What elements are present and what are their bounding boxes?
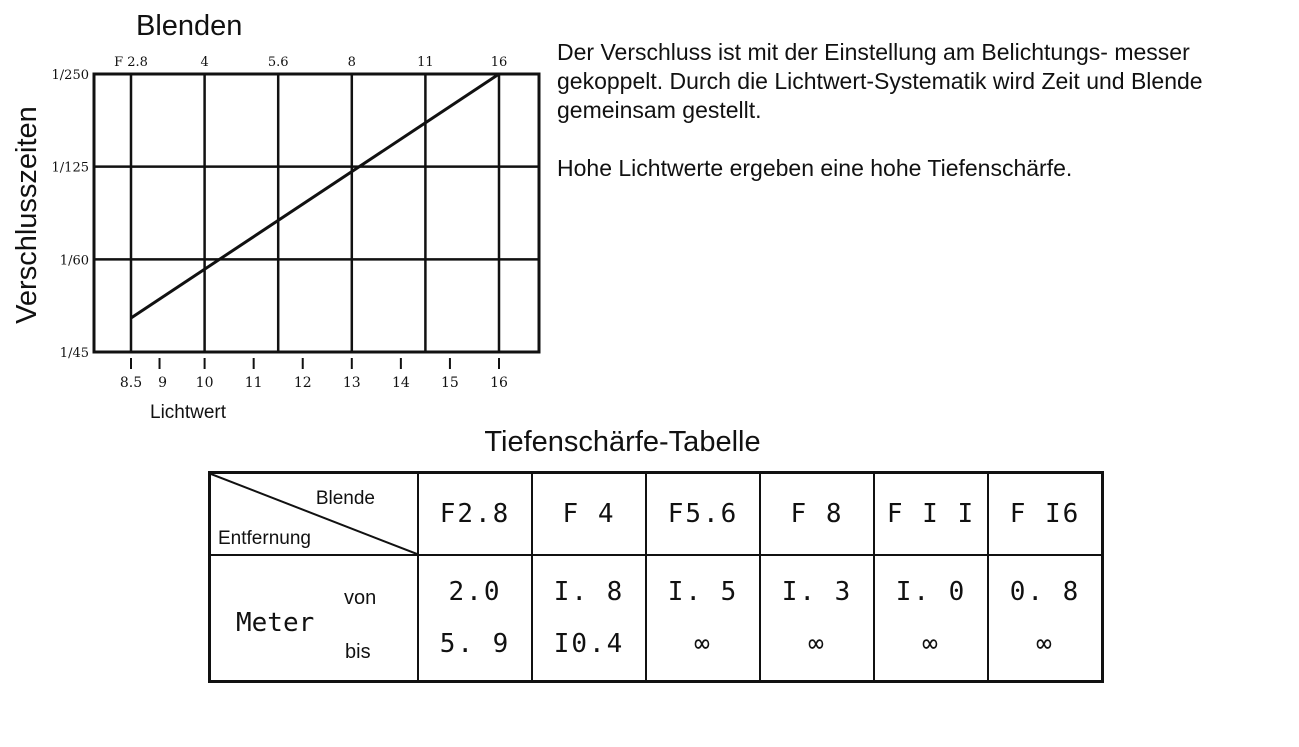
- col-header-f4: F 4: [532, 473, 646, 556]
- top-tick-label: 4: [200, 55, 209, 70]
- row-label-meter: Meter: [236, 608, 315, 638]
- top-tick-label: 5.6: [267, 55, 289, 70]
- col-header-f11: F I I: [874, 473, 988, 556]
- chart-title: Blenden: [136, 10, 243, 42]
- value-bis: 5. 9: [439, 629, 511, 659]
- col-header-f8: F 8: [760, 473, 874, 556]
- top-tick-label: 11: [417, 55, 434, 70]
- corner-cell: [210, 473, 419, 556]
- col-header-f5.6: F5.6: [646, 473, 760, 556]
- table-cell-f8: [760, 555, 874, 682]
- table-cell-f11: [874, 555, 988, 682]
- x-tick-label: 14: [391, 375, 410, 391]
- depth-of-field-table: [208, 471, 1104, 683]
- table-header-row: [210, 473, 1103, 556]
- exposure-chart: [0, 0, 550, 430]
- value-bis: I0.4: [553, 629, 625, 659]
- value-von: 2.0: [448, 577, 502, 607]
- table-cell-f4: [532, 555, 646, 682]
- y-tick-label: 1/60: [59, 253, 89, 269]
- col-header-f16: F I6: [988, 473, 1103, 556]
- x-tick-label: 13: [342, 375, 361, 391]
- row-label-bis: bis: [345, 641, 371, 663]
- x-tick-label: 11: [244, 375, 263, 391]
- y-tick-label: 1/125: [51, 160, 89, 176]
- top-tick-label: F 2.8: [114, 55, 148, 70]
- value-von: I. 5: [667, 577, 739, 607]
- plot-frame: [94, 74, 539, 352]
- y-tick-label: 1/250: [51, 68, 89, 83]
- x-tick-label: 8.5: [119, 375, 143, 391]
- row-label-cell: [210, 555, 419, 682]
- x-tick-label: 15: [441, 375, 459, 391]
- x-tick-label: 12: [293, 375, 312, 391]
- value-von: I. 0: [895, 577, 967, 607]
- value-von: I. 8: [553, 577, 625, 607]
- corner-label-entfernung: Entfernung: [218, 528, 311, 549]
- y-axis-label: Verschlusszeiten: [11, 106, 43, 324]
- row-label-von: von: [344, 587, 377, 609]
- table-title-text: Tiefenschärfe-Tabelle: [484, 426, 761, 458]
- table-cell-f16: [988, 555, 1103, 682]
- y-tick-label: 1/45: [59, 346, 89, 361]
- value-bis: ∞: [1036, 629, 1054, 659]
- value-von: 0. 8: [1009, 577, 1081, 607]
- description-text: [557, 38, 1292, 212]
- value-von: I. 3: [781, 577, 853, 607]
- value-bis: ∞: [808, 629, 826, 659]
- value-bis: ∞: [922, 629, 940, 659]
- corner-label-blende: Blende: [315, 488, 375, 509]
- top-tick-label: 16: [490, 55, 508, 70]
- description-paragraph-2: Hohe Lichtwerte ergeben eine hohe Tiefenschärfe.: [557, 155, 1073, 181]
- value-bis: ∞: [694, 629, 712, 659]
- table-cell-f2.8: [418, 555, 532, 682]
- description-paragraph-1: Der Verschluss ist mit der Einstellung am Belichtungs- messer gekoppelt. Durch die Lichtwert-Systematik wird Zeit und Blende gemeinsam gestellt.: [557, 39, 1203, 123]
- series-line: [131, 74, 499, 318]
- table-row-meter: [210, 555, 1103, 682]
- x-tick-label: 9: [158, 375, 167, 391]
- x-tick-label: 16: [490, 375, 508, 391]
- x-axis-label: Lichtwert: [150, 402, 227, 423]
- col-header-f2.8: F2.8: [418, 473, 532, 556]
- x-tick-label: 10: [195, 375, 214, 391]
- table-cell-f5.6: [646, 555, 760, 682]
- top-tick-label: 8: [347, 55, 356, 70]
- table-title: [0, 426, 1299, 459]
